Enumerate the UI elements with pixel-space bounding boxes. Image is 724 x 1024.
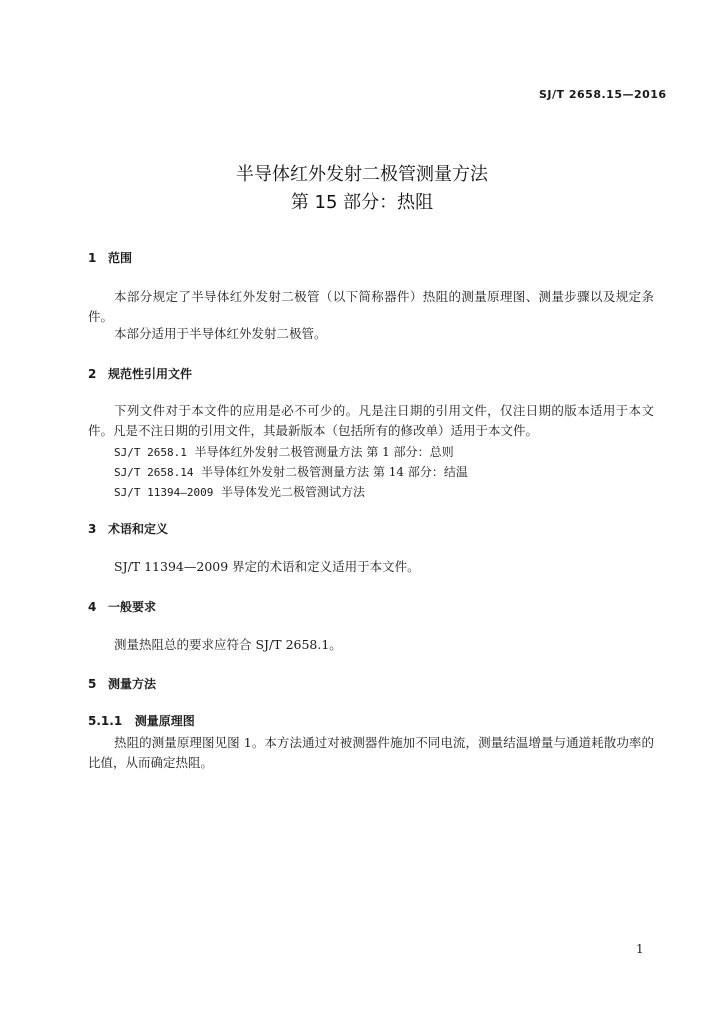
section-1-paragraph-1: 本部分规定了半导体红外发射二极管（以下简称器件）热阻的测量原理图、测量步骤以及规定条件。 [88,289,654,324]
section-5-heading [88,675,156,692]
section-number: 1 [88,251,97,265]
subsection-title: 测量原理图 [134,714,195,728]
document-title: 半导体红外发射二极管测量方法 [236,164,488,185]
page-number: 1 [636,942,644,956]
section-title: 规范性引用文件 [108,367,193,381]
standard-code: SJ/T 2658.15—2016 [539,88,667,101]
section-number: 2 [88,367,97,381]
reference-code: SJ/T 2658.14 [114,466,194,479]
section-number: 5 [88,677,97,691]
section-1-heading [88,249,132,266]
section-2-paragraph-1: 下列文件对于本文件的应用是必不可少的。凡是注日期的引用文件，仅注日期的版本适用于本文件。凡是不注日期的引用文件，其最新版本（包括所有的修改单）适用于本文件。 [88,403,654,438]
section-4-paragraph-1: 测量热阻总的要求应符合 SJ/T 2658.1。 [114,637,342,652]
reference-item [114,443,454,460]
section-3-heading [88,520,168,537]
reference-code: SJ/T 2658.1 [114,446,187,459]
reference-code: SJ/T 11394—2009 [114,486,214,499]
section-4-heading [88,598,156,615]
reference-title: 半导体发光二极管测试方法 [220,485,365,499]
section-number: 3 [88,522,97,536]
section-title: 术语和定义 [108,522,169,536]
section-3-paragraph-1: SJ/T 11394—2009 界定的术语和定义适用于本文件。 [114,559,420,574]
reference-title: 半导体红外发射二极管测量方法 第 1 部分：总则 [194,445,454,459]
document-subtitle: 第 15 部分：热阻 [290,192,434,213]
reference-item [114,463,468,480]
section-title: 一般要求 [108,600,157,614]
section-title: 范围 [108,251,133,265]
reference-title: 半导体红外发射二极管测量方法 第 14 部分：结温 [201,465,468,479]
subsection-5-1-1-paragraph-1: 热阻的测量原理图见图 1。本方法通过对被测器件施加不同电流，测量结温增量与通道耗散功率的比值，从而确定热阻。 [88,735,654,770]
subsection-number: 5.1.1 [88,714,123,728]
section-number: 4 [88,600,97,614]
section-1-paragraph-2: 本部分适用于半导体红外发射二极管。 [114,326,327,341]
section-title: 测量方法 [108,677,157,691]
subsection-5-1-1-heading [88,712,195,729]
reference-item [114,483,365,500]
section-2-heading [88,365,192,382]
